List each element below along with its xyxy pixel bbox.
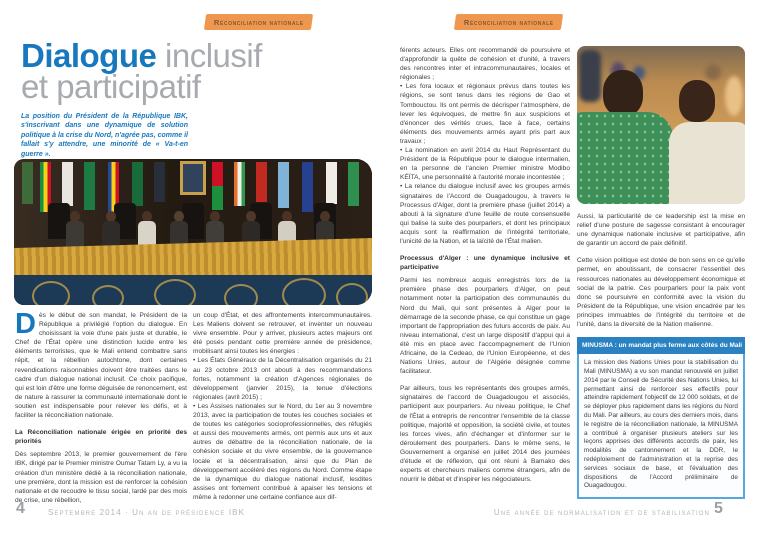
paragraph-text: ès le début de son mandat, le Président de la République a privilégié l'option du dialogue. En choisissant la voie d'une paix juste et durable, le Chef de l'État opère une distinction lucide entre les éléments terroristes, que le Mali entend combattre sans répit, et la rébellion autochtone, dont certaines revendications raisonnables doivent être traitées dans le cadre d'un dialogue national inclusif. Ce choix pacifique, qui est loin d'être une forme déguisée de renoncement, est de nature à rassurer la communauté internationale dont le soutien est indispensable pour relever les défis, et à faciliter la réconciliation nationale. [15, 312, 187, 420]
bullet-item: • Les Assises nationales sur le Nord, du 1er au 3 novembre 2013, avec la participation de toutes les couches sociales et de toutes les catégories socioprofessionnelles, des réfugiés et aussi des mouvements armés, ont permis aux uns et aux autres de débattre de la réconciliation nationale, de la cohésion sociale et du vivre ensemble, de la gouvernance locale et la décentralisation, ainsi que du Plan de développement accéléré des régions du Nord. Comme étape de la dynamique du dialogue national inclusif, lesdites assises ont fortement contribué à apaiser les tensions et même à redonner une certaine confiance aux dif- [193, 402, 372, 501]
flag-eu [302, 162, 313, 212]
bullet-item: • Les États Généraux de la Décentralisation organisés du 21 au 23 octobre 2013 ont abouti à des recommandations fortes, notamment la création d'Agences régionales de développement (janvier 2015), la tenue d'élections régionales (avril 2015) ; [193, 357, 372, 401]
section-banner-right-label: Réconciliation nationale [463, 17, 554, 27]
blue-carpet [14, 275, 372, 305]
bullet-item: • Les fora locaux et régionaux prévus dans toutes les régions, se sont tenus dans les régions de Gao et Tombouctou. Ils ont permis de décrisper l'atmosphère, de lever les équivoques, de mettre fin aux suspicions et d'énoncer des vérités crues, face à face, certains éléments des mouvements armés ayant pris part aux travaux ; [400, 83, 570, 145]
body-paragraph: Cette vision politique est dotée de bon sens en ce qu'elle permet, en aboutissant, de consacrer l'essentiel des ressources nationales au développement économique et social de la patrie. Ces pourparlers pour la paix vont donc se poursuivre en conformité avec la vision du Président de la République, une vision encadrée par les principes immuables de l'intégrité du territoire et de l'unité, dans la diversité de la Nation malienne. [577, 257, 745, 329]
background-figure [705, 64, 721, 80]
child-left-head [603, 70, 643, 116]
section-banner-left-label: Réconciliation nationale [213, 17, 304, 27]
minusma-box-title: MINUSMA : un mandat plus ferme aux côtés du Mali [577, 337, 745, 354]
delegate [66, 221, 84, 247]
flag-green-star [84, 162, 95, 210]
title-word-inclusif: inclusif [156, 37, 262, 74]
children-photo [577, 46, 745, 204]
page-number-right: 5 [714, 500, 723, 517]
flag-niger [234, 162, 245, 206]
body-paragraph: Par ailleurs, tous les représentants des groupes armés, signataires de l'accord de Ouagadougou et associés, participent aux pourparlers. Au niveau politique, le Chef de l'État a entrepris de rencontrer l'ensemble de la classe politique, majorité et opposition, la société civile, et toutes les forces vives, afin d'échanger et d'informer sur le déroulement des pourparlers. Dans le même sens, le Gouvernement a organisé en juillet 2014 des journées d'étude et de réflexion, qui ont réuni à Bamako des experts et chercheurs maliens comme étrangers, afin de nourrir le débat et d'inspirer les négociateurs. [400, 385, 570, 484]
carpet-ring [224, 284, 258, 305]
intro-paragraph: La position du Président de la République IBK, s'inscrivant dans une dynamique de solution politique à la crise du Nord, n'agrée pas, comme il fallait s'y attendre, une minorité de « Va-t-en guerre ». [21, 113, 188, 158]
flag-white [326, 162, 337, 204]
body-paragraph: Aussi, la particularité de ce leadership est la mise en relief d'une posture de sagesse consistant à encourager une dynamique nationale inclusive et participative, afin de garantir un accord de paix définitif. [577, 213, 745, 248]
carpet-ring [282, 278, 326, 305]
child-right-head [679, 80, 715, 122]
flag-burkina [212, 162, 223, 210]
flag-mauritania [132, 162, 143, 206]
bullet-item: • La relance du dialogue inclusif avec les groupes armés signataires de l'Accord de Ouagadougou, à travers le Processus d'Alger, dont la première phase (juillet 2014) a abouti à la signature d'une feuille de route consensuelle qui balise la suite des pourparlers, et dont les principaux acquis sont la réaffirmation de l'intégrité territoriale, l'unicité de la Nation, et la laïcité de l'État malien. [400, 183, 570, 245]
background-light [725, 76, 743, 116]
body-paragraph: un coup d'État, et des affrontements intercommunautaires. Les Maliens doivent se retrouver, et inventer un nouveau vivre ensemble. Pour y arriver, plusieurs actes majeurs ont été posés pendant cette première année de présidence, mobilisant ainsi toutes les énergies : [193, 312, 372, 356]
right-page-column-2 [577, 212, 745, 499]
right-page-column-1 [400, 46, 570, 484]
body-paragraph [15, 308, 187, 420]
flag-white-emblem [62, 162, 73, 206]
page-title-line1 [21, 37, 262, 74]
background-figure [579, 50, 601, 102]
drop-cap: D [15, 308, 36, 340]
body-paragraph: férents acteurs. Elles ont recommandé de poursuivre et d'approfondir la quête de cohésion et d'unité, à travers des rencontres inter et intracommunautaires, locales et régionales ; [400, 47, 570, 82]
child-left-green-shirt [577, 112, 673, 204]
carpet-ring [154, 279, 196, 305]
carpet-ring [32, 281, 70, 305]
footer-left: Septembre 2014 · Un an de présidence IBK [48, 508, 246, 517]
conference-photo [14, 159, 372, 305]
section-banner-left [204, 14, 313, 30]
page-title-line2: et participatif [21, 68, 201, 105]
left-page-column-1 [15, 308, 187, 505]
minusma-box-body: La mission des Nations Unies pour la stabilisation du Mali (MINUSMA) a vu son mandat renouvelé en juillet 2014 par le Conseil de Sécurité des Nations Unies, lui permettant ainsi de renforcer ses effectifs pour atteindre rapidement l'objectif de 12 000 soldats, et de se déployer plus rapidement dans les régions du Nord du Mali. Par ailleurs, au cours des derniers mois, dans le registre de la réconciliation nationale, la MINUSMA a contribué à organiser plusieurs ateliers sur les leçons apprises des différents accords de paix, les modalités de cantonnement et la DDR, le redéploiement de l'administration et la reprise des services sociaux de base, et l'évaluation des dispositions de l'Accord préliminaire de Ouagadougou. [577, 354, 745, 499]
flag-dark [154, 162, 165, 202]
bullet-item: • La nomination en avril 2014 du Haut Représentant du Président de la République pour le dialogue intermalien, en la personne de l'ancien Premier ministre Modibo KÉÏTA, une personnalité à l'autorité morale incontestée ; [400, 147, 570, 182]
delegate [102, 221, 120, 247]
flag-red [256, 162, 267, 202]
subhead-reconciliation: La Réconciliation nationale érigée en priorité des priorités [15, 429, 187, 446]
delegate [138, 221, 156, 247]
flag-green [22, 162, 33, 204]
left-page-column-2 [193, 311, 372, 502]
carpet-ring [92, 285, 124, 305]
flag-ecowas [348, 162, 359, 206]
minusma-sidebar-box [577, 337, 745, 499]
section-banner-right [454, 14, 563, 30]
child-right-white-shirt [669, 122, 745, 204]
body-paragraph: Parmi les nombreux acquis enregistrés lors de la première phase des pourparlers d'Alger, on peut notamment noter la participation des communautés du Nord du Mali, qui sont présentes à Alger pour le démarrage de la seconde phase, ce qui constitue un gage important de l'appropriation des futurs accords de paix. Au niveau international, c'est un large dispositif d'appui qui a été mis en place avec l'accompagnement de l'Union Africaine, de la Cedeao, de l'Union Européenne, et des Nations Unies, autour de l'Algérie désignée comme facilitateur. [400, 277, 570, 376]
title-word-dialogue: Dialogue [21, 37, 157, 74]
flag-un [278, 162, 289, 208]
carpet-ring [336, 283, 368, 305]
page-title [21, 37, 262, 105]
page-number-left: 4 [16, 500, 25, 517]
body-paragraph: Dès septembre 2013, le premier gouvernement de l'ère IBK, dirigé par le Premier ministre Oumar Tatam Ly, a vu la création d'un ministère dédié à la réconciliation nationale, une première, dont la mission est de renforcer la cohésion nationale et de recoudre le tissu social, lardé par des mois de crise, une rébellion, [15, 451, 187, 504]
footer-right: Une année de normalisation et de stabilisation [493, 508, 710, 517]
subhead-processus-alger: Processus d'Alger : une dynamique inclusive et participative [400, 255, 570, 272]
president-portrait-frame [180, 161, 206, 195]
